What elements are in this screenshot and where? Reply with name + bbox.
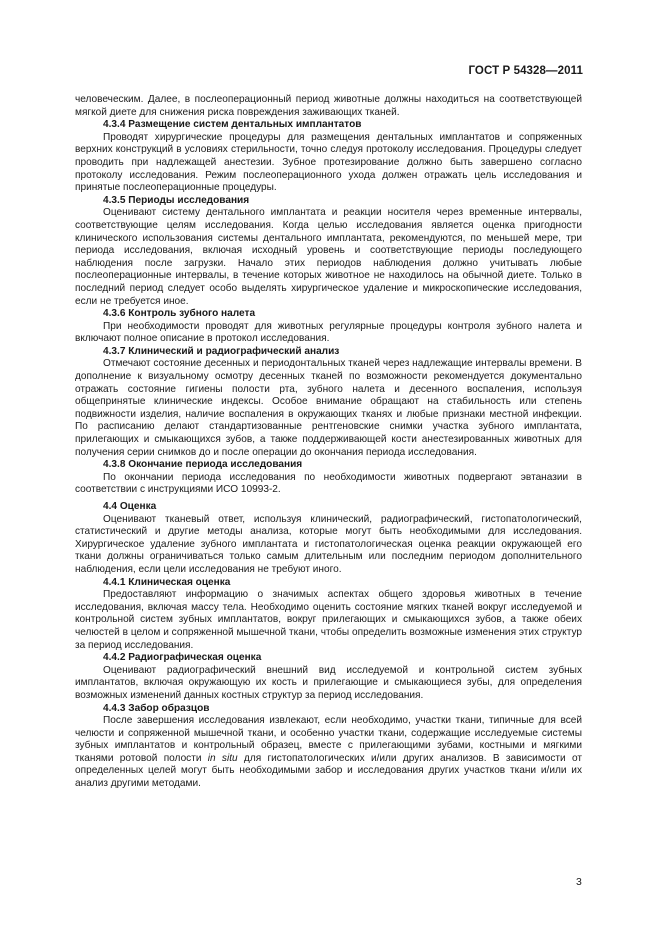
paragraph: Отмечают состояние десенных и периодонтальных тканей через надлежащие интервалы времени. В дополнение к визуальному осмотру десенных тканей по возможности рекомендуется документально отражать состояние гигиены полости рта, зубного налета и десенного воспаления, используя общепринятые клинические индексы. Особое внимание обращают на стабильность или степень подвижности изделия, наличие воспаления в окружающих тканях и любые признаки местной инфекции. По расписанию делают стандартизованные рентгеновские снимки участка зубного имплантата, прилегающих и смыкающихся зубов, а также поддерживающей кости анестезированных животных для получения серии снимков до и после операции до окончания периода исследования. xyxy=(75,358,582,458)
paragraph: человеческим. Далее, в послеоперационный период животные должны находиться на соответствующей мягкой диете для снижения риска повреждения заживающих тканей. xyxy=(75,94,582,118)
text-run: для гистопатологических и/или других анализов. В зависимости от определенных целей могут быть необходимыми забор и исследования других участков ткани и/или их анализ другими методами. xyxy=(75,752,582,790)
section-heading-4-3-5: 4.3.5 Периоды исследования xyxy=(103,194,250,206)
paragraph xyxy=(75,715,582,791)
paragraph: При необходимости проводят для животных регулярные процедуры контроля зубного налета и включают полное описание в протокол исследования. xyxy=(75,320,582,345)
section-heading-4-3-8: 4.3.8 Окончание периода исследования xyxy=(103,459,303,471)
section-heading-4-3-7: 4.3.7 Клинический и радиографический анализ xyxy=(103,345,340,357)
standard-header: ГОСТ Р 54328—2011 xyxy=(468,65,583,77)
paragraph: Оценивают систему дентального имплантата и реакции носителя через временные интервалы, соответствующие целям исследования. Когда целью исследования является оценка пригодности клинического использования системы дентального имплантата, рекомендуются, по меньшей мере, три периода исследования, включая исходный уровень и соответствующие периоды последующего наблюдения после загрузки. Начало этих периодов наблюдения должно учитывать любые послеоперационные интервалы, в течение которых животное не находилось на обычной диете. Только в последний период следует особо выделять хирургическое удаление и микроскопические исследования, если не требуется иное. xyxy=(75,207,582,307)
document-body xyxy=(75,94,582,791)
section-heading-4-3-4: 4.3.4 Размещение систем дентальных имплантатов xyxy=(103,119,362,131)
section-heading-4-4-1: 4.4.1 Клиническая оценка xyxy=(103,576,231,588)
section-heading-4-4-2: 4.4.2 Радиографическая оценка xyxy=(103,652,262,664)
section-heading-4-3-6: 4.3.6 Контроль зубного налета xyxy=(103,308,256,320)
paragraph: Оценивают тканевый ответ, используя клинический, радиографический, гистопатологический, статистический и другие методы анализа, которые могут быть необходимыми для исследования. Хирургическое удаление зубного имплантата и гистопатологическая оценка реакции окружающей его ткани должны ограничиваться только самым длительным или последним периодом дополнительного наблюдения, если цели исследования не требуют иного. xyxy=(75,513,582,575)
paragraph: Оценивают радиографический внешний вид исследуемой и контрольной систем зубных имплантатов, включая окружающую их кость и прилегающие и смыкающиеся зубы, для определения возможных изменений данных костных структур за период исследования. xyxy=(75,664,582,701)
page-number: 3 xyxy=(576,876,582,888)
italic-term: in situ xyxy=(207,752,238,764)
paragraph: Проводят хирургические процедуры для размещения дентальных имплантатов и сопряженных верхних конструкций в условиях стерильности, точно следуя протоколу исследования. Процедуры следует проводить при надлежащей анестезии. Зубное протезирование должно быть завершено согласно протоколу исследования. Режим послеоперационного ухода должен отражать цель исследования и принятые послеоперационные процедуры. xyxy=(75,131,582,194)
section-heading-4-4: 4.4 Оценка xyxy=(103,501,157,512)
text-run: После завершения исследования извлекают, если необходимо, участки ткани, типичные для всей челюсти и сопряженной мышечной ткани, и особенно участки ткани, содержащие исследуемые системы зубных имплантатов и контрольный образец, вместе с прилегающими зубами, костными и мягкими тканями ротовой полости xyxy=(75,715,582,764)
paragraph: Предоставляют информацию о значимых аспектах общего здоровья животных в течение исследования, включая массу тела. Необходимо оценить состояние мягких тканей вокруг исследуемой и контрольной систем зубных имплантатов, вокруг прилегающих и смыкающихся зубов, а также обеих челюстей в целом и сопряженной мышечной ткани, чтобы определить возможные изменения этих структур за период исследования. xyxy=(75,589,582,651)
section-heading-4-4-3: 4.4.3 Забор образцов xyxy=(103,702,210,714)
paragraph: По окончании периода исследования по необходимости животных подвергают эвтаназии в соответствии с инструкциями ИСО 10993-2. xyxy=(75,471,582,496)
